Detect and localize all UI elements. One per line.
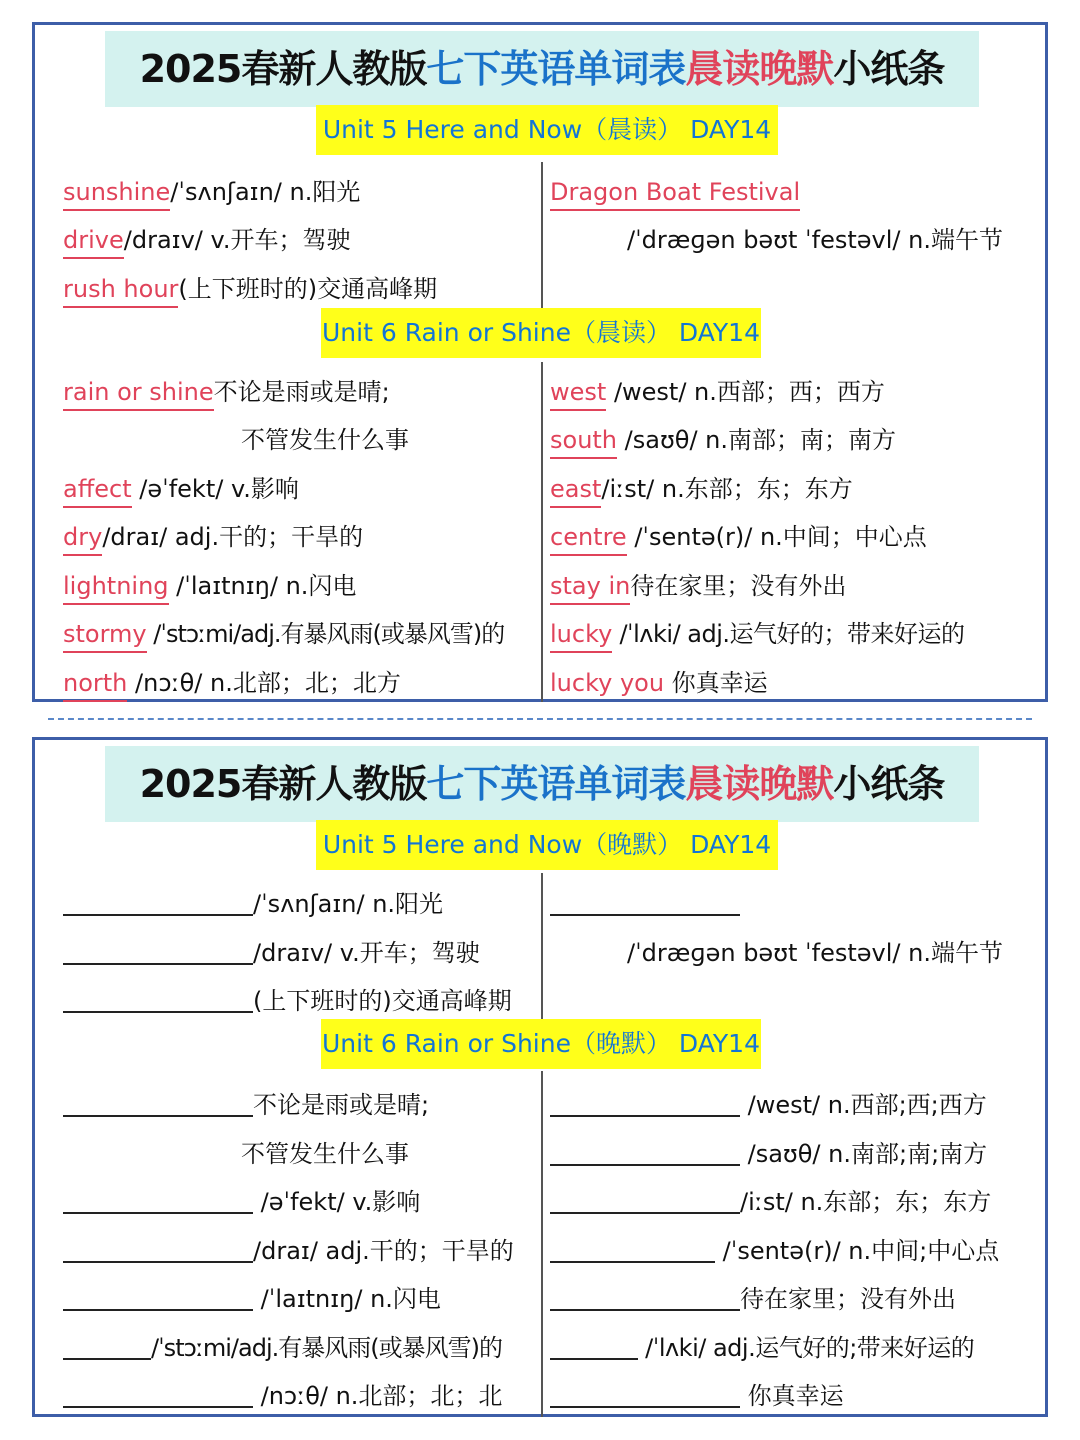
- vocab-row: Dragon Boat Festival: [550, 172, 800, 212]
- answer-blank[interactable]: [550, 886, 740, 916]
- answer-blank[interactable]: [63, 886, 253, 916]
- answer-blank[interactable]: [550, 1233, 715, 1263]
- vocab-row: rain or shine不论是雨或是晴;: [63, 372, 390, 412]
- column-divider: [541, 1071, 543, 1417]
- unit6-header: Unit 6 Rain or Shine（晨读） DAY14: [321, 308, 761, 358]
- blank-row: /ˈstɔːmi/adj.有暴风雨(或暴风雪)的: [63, 1328, 502, 1368]
- blank-row: 不管发生什么事: [241, 1140, 409, 1168]
- blank-row: /əˈfekt/ v.影响: [63, 1182, 420, 1222]
- vocab-row: west /west/ n.西部；西；西方: [550, 372, 885, 412]
- answer-blank[interactable]: [550, 1378, 740, 1408]
- vocab-row: east/iːst/ n.东部；东；东方: [550, 469, 853, 509]
- answer-blank[interactable]: [550, 1184, 740, 1214]
- vocab-row: lucky /ˈlʌki/ adj.运气好的；带来好运的: [550, 614, 965, 654]
- vocab-row: stormy /ˈstɔːmi/adj.有暴风雨(或暴风雪)的: [63, 614, 504, 654]
- answer-blank[interactable]: [550, 1281, 740, 1311]
- answer-blank[interactable]: [63, 1087, 253, 1117]
- answer-blank[interactable]: [63, 1233, 253, 1263]
- answer-blank[interactable]: [550, 1136, 740, 1166]
- unit5-header: Unit 5 Here and Now（晚默） DAY14: [316, 820, 778, 870]
- blank-row: /ˈsʌnʃaɪn/ n.阳光: [63, 884, 443, 924]
- vocab-row: affect /əˈfekt/ v.影响: [63, 469, 299, 509]
- blank-row: /west/ n.西部;西;西方: [550, 1085, 987, 1125]
- blank-row: /ˈlʌki/ adj.运气好的;带来好运的: [550, 1328, 974, 1368]
- blank-row: /draɪ/ adj.干的；干旱的: [63, 1231, 514, 1271]
- column-divider: [541, 362, 543, 702]
- answer-blank[interactable]: [63, 1184, 253, 1214]
- blank-row: 不论是雨或是晴;: [63, 1085, 429, 1125]
- answer-blank[interactable]: [550, 1330, 638, 1360]
- blank-row: /iːst/ n.东部；东；东方: [550, 1182, 991, 1222]
- vocab-phonetic: /ˈdræɡən bəʊt ˈfestəvl/ n.端午节: [627, 939, 1003, 967]
- column-divider: [541, 162, 543, 310]
- blank-row: (上下班时的)交通高峰期: [63, 981, 512, 1021]
- card-title: 2025春新人教版七下英语单词表晨读晚默小纸条: [105, 31, 979, 107]
- vocab-row: lucky you 你真幸运: [550, 669, 768, 697]
- answer-blank[interactable]: [63, 1281, 253, 1311]
- answer-blank[interactable]: [550, 1087, 740, 1117]
- blank-row: /ˈsentə(r)/ n.中间;中心点: [550, 1231, 999, 1271]
- vocab-row: north /nɔːθ/ n.北部；北；北方: [63, 663, 401, 703]
- vocab-row: lightning /ˈlaɪtnɪŋ/ n.闪电: [63, 566, 356, 606]
- unit5-header: Unit 5 Here and Now（晨读） DAY14: [316, 105, 778, 155]
- unit6-header: Unit 6 Rain or Shine（晚默） DAY14: [321, 1019, 761, 1069]
- vocab-row: dry/draɪ/ adj.干的；干旱的: [63, 517, 363, 557]
- evening-card: [32, 737, 1048, 1417]
- column-divider: [541, 873, 543, 1021]
- blank-row: [550, 884, 740, 924]
- vocab-row: sunshine/ˈsʌnʃaɪn/ n.阳光: [63, 172, 360, 212]
- vocab-row: centre /ˈsentə(r)/ n.中间；中心点: [550, 517, 927, 557]
- vocab-row: south /saʊθ/ n.南部；南；南方: [550, 420, 896, 460]
- blank-row: 你真幸运: [550, 1376, 844, 1416]
- answer-blank[interactable]: [63, 935, 253, 965]
- blank-row: /nɔːθ/ n.北部；北；北: [63, 1376, 502, 1416]
- blank-row: /draɪv/ v.开车；驾驶: [63, 933, 480, 973]
- vocab-row: stay in待在家里；没有外出: [550, 566, 846, 606]
- vocab-row: rush hour(上下班时的)交通高峰期: [63, 269, 437, 309]
- blank-row: 待在家里；没有外出: [550, 1279, 956, 1319]
- dashed-divider: [48, 718, 1032, 720]
- vocab-row: 不管发生什么事: [241, 426, 409, 454]
- vocab-phonetic: /ˈdræɡən bəʊt ˈfestəvl/ n.端午节: [627, 226, 1003, 254]
- card-title: 2025春新人教版七下英语单词表晨读晚默小纸条: [105, 746, 979, 822]
- answer-blank[interactable]: [63, 1378, 253, 1408]
- blank-row: /ˈlaɪtnɪŋ/ n.闪电: [63, 1279, 441, 1319]
- vocab-row: drive/draɪv/ v.开车；驾驶: [63, 220, 350, 260]
- blank-row: /saʊθ/ n.南部;南;南方: [550, 1134, 987, 1174]
- answer-blank[interactable]: [63, 983, 253, 1013]
- morning-card: [32, 22, 1048, 702]
- answer-blank[interactable]: [63, 1330, 151, 1360]
